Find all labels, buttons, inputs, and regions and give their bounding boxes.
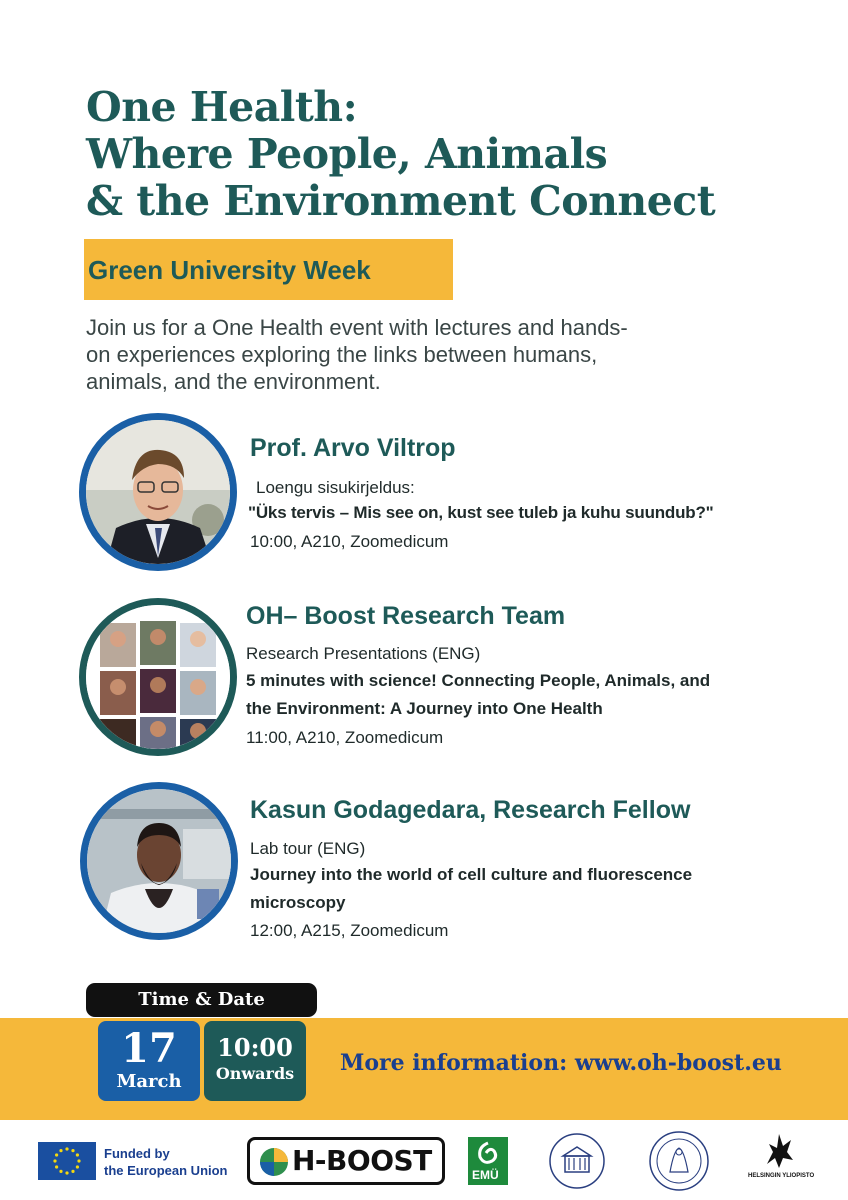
speaker-photo-2 bbox=[79, 598, 237, 756]
intro-line-1: Join us for a One Health event with lectures and hands- bbox=[86, 315, 628, 340]
helsinki-university-logo bbox=[748, 1130, 815, 1179]
speaker-talk-3-line-1: Journey into the world of cell culture and fluorescence bbox=[250, 865, 693, 884]
speaker-time-place-1: 10:00, A210, Zoomedicum bbox=[250, 532, 449, 551]
banner-text: Green University Week bbox=[88, 255, 371, 285]
page-title bbox=[86, 84, 786, 225]
date-month: March bbox=[116, 1071, 182, 1092]
intro-line-3: animals, and the environment. bbox=[86, 369, 381, 394]
speaker-type-2: Research Presentations (ENG) bbox=[246, 644, 481, 663]
eu-flag-icon bbox=[38, 1142, 96, 1180]
helsinki-text: HELSINGIN YLIOPISTO bbox=[748, 1173, 815, 1179]
speaker-time-place-2: 11:00, A210, Zoomedicum bbox=[246, 728, 444, 747]
start-time: 10:00 bbox=[217, 1033, 293, 1062]
intro-text bbox=[86, 314, 786, 395]
tartu-university-seal-icon bbox=[548, 1132, 606, 1195]
emu-logo-text: EMÜ bbox=[472, 1168, 499, 1182]
title-line-1: One Health: bbox=[86, 83, 358, 131]
event-banner bbox=[84, 239, 453, 300]
time-note: Onwards bbox=[215, 1064, 295, 1083]
title-line-2: Where People, Animals bbox=[86, 130, 608, 178]
speaker-time-place-3: 12:00, A215, Zoomedicum bbox=[250, 921, 449, 940]
oh-boost-logo-text: H-BOOST bbox=[292, 1144, 432, 1177]
title-line-3: & the Environment Connect bbox=[86, 177, 716, 225]
speaker-type-1: Loengu sisukirjeldus: bbox=[256, 478, 415, 497]
eu-funding-text bbox=[104, 1145, 228, 1179]
time-box bbox=[204, 1021, 306, 1101]
helsinki-flame-icon bbox=[759, 1130, 799, 1170]
speaker-name-1: Prof. Arvo Viltrop bbox=[250, 434, 456, 462]
speaker-talk-1: "Üks tervis – Mis see on, kust see tuleb ja kuhu suundub?" bbox=[248, 503, 714, 522]
speaker-talk-2-line-1: 5 minutes with science! Connecting People, Animals, and bbox=[246, 671, 711, 690]
eu-text-1: Funded by bbox=[104, 1146, 170, 1161]
eu-text-2: the European Union bbox=[104, 1163, 228, 1178]
speaker-type-3: Lab tour (ENG) bbox=[250, 839, 366, 858]
speaker-talk-2-line-2: the Environment: A Journey into One Health bbox=[246, 699, 603, 718]
time-date-label: Time & Date bbox=[86, 983, 317, 1017]
intro-line-2: on experiences exploring the links between humans, bbox=[86, 342, 598, 367]
speaker-photo-3 bbox=[80, 782, 238, 940]
oh-boost-logo bbox=[247, 1137, 445, 1185]
helsinki-seal-icon bbox=[648, 1130, 710, 1197]
speaker-name-2: OH– Boost Research Team bbox=[246, 602, 566, 630]
speaker-talk-3-line-2: microscopy bbox=[250, 893, 346, 912]
date-box bbox=[98, 1021, 200, 1101]
date-day: 17 bbox=[121, 1025, 177, 1072]
more-info-link[interactable]: More information: www.oh-boost.eu bbox=[340, 1050, 782, 1076]
speaker-photo-1 bbox=[79, 413, 237, 571]
speaker-name-3: Kasun Godagedara, Research Fellow bbox=[250, 796, 691, 824]
emu-logo bbox=[468, 1137, 508, 1185]
